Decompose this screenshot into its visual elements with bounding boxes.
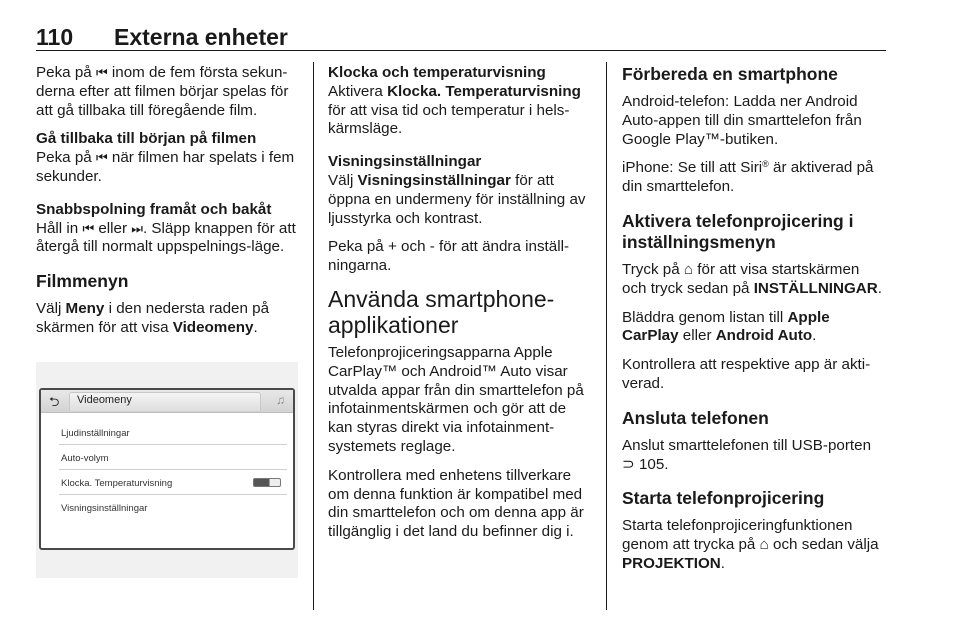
music-icon[interactable]: ♫ (276, 393, 285, 407)
paragraph: Tryck på ⌂ för att visa startskärmen och tryck sedan på INSTÄLLNINGAR. (622, 260, 882, 297)
paragraph: Aktivera Klocka. Temperaturvisning för att visa tid och temperatur i hels-kärmsläge. (328, 82, 581, 138)
toggle-switch[interactable] (253, 478, 281, 487)
paragraph: Starta telefonprojiceringfunktionen genom att trycka på ⌂ och sedan välja PROJEKTION. (622, 517, 879, 572)
back-arrow-icon[interactable]: ⮌ (49, 394, 60, 409)
page-number: 110 (36, 24, 74, 50)
videomeny-screenshot (36, 362, 298, 578)
heading-display: Visningsinställningar (328, 153, 482, 171)
paragraph: iPhone: Se till att Siri® är aktiverad på din smarttelefon. (622, 159, 874, 196)
skip-back-icon: ⏮ (82, 220, 95, 236)
column-1 (36, 64, 298, 348)
infotainment-screen (39, 388, 295, 550)
paragraph: Håll in ⏮ eller ⏭. Släpp knappen för att återgå till normalt uppspelnings-läge. (36, 219, 296, 256)
heading-restart: Gå tillbaka till början på filmen (36, 130, 257, 148)
paragraph: Välj Meny i den nedersta raden på skärmen för att visa Videomeny. (36, 300, 270, 336)
paragraph: Kontrollera med enhetens tillverkare om denna funktion är kompatibel med din smarttelefon och om denna app är tillgänglig i det land du befinner dig i. (328, 466, 584, 541)
column-2 (328, 64, 590, 552)
paragraph: Telefonprojiceringsapparna Apple CarPlay™ och Android™ Auto visar utvalda appar från din smarttelefon på infotainmentskärmen och gör att de kan styras direkt via infotainment-systemets reglage. (328, 343, 584, 455)
column-3 (622, 64, 886, 584)
paragraph: Välj Visningsinställningar för att öppna en undermeny för inställning av ljusstyrka och kontrast. (328, 171, 586, 227)
heading-fast-forward: Snabbspolning framåt och bakåt (36, 200, 272, 218)
paragraph: Peka på + och - för att ändra inställ-ningarna. (328, 238, 570, 275)
heading-film-menu: Filmmenyn (36, 271, 129, 292)
menu-item-audio[interactable]: Ljudinställningar (59, 420, 287, 445)
skip-forward-icon: ⏭ (131, 220, 143, 236)
heading-connect: Ansluta telefonen (622, 407, 769, 428)
skip-back-icon: ⏮ (95, 65, 108, 80)
paragraph: Anslut smarttelefonen till USB-porten ⊃ 105. (622, 436, 872, 473)
page-title: Externa enheter (114, 24, 288, 50)
paragraph: Kontrollera att respektive app är akti-verad. (622, 356, 871, 392)
heading-start: Starta telefonprojicering (622, 488, 825, 509)
menu-item-auto-volume[interactable]: Auto-volym (59, 445, 287, 470)
skip-back-icon: ⏮ (95, 150, 108, 166)
paragraph: Peka på ⏮ inom de fem första sekun-derna efter att filmen börjar spelas för att gå tillbaka till föregående film. (36, 64, 289, 119)
page-ref-icon: ⊃ (622, 455, 635, 473)
home-icon: ⌂ (759, 536, 769, 554)
column-divider (606, 62, 607, 610)
paragraph: Peka på ⏮ när filmen har spelats i fem sekunder. (36, 149, 295, 185)
screen-title-bar (41, 390, 293, 413)
screen-title: Videomeny (77, 394, 132, 406)
paragraph: Android-telefon: Ladda ner Android Auto-appen till din smarttelefon från Google Play™-butiken. (622, 93, 862, 148)
heading-activate: Aktivera telefonprojicering i inställningsmenyn (622, 210, 854, 252)
heading-clock: Klocka och temperaturvisning (328, 64, 546, 81)
heading-smartphone: Använda smartphone-applikationer (328, 285, 555, 338)
column-divider (313, 62, 314, 610)
home-icon: ⌂ (683, 260, 694, 278)
menu-item-clock-temp[interactable]: Klocka. Temperaturvisning (59, 470, 287, 495)
paragraph: Bläddra genom listan till Apple CarPlay eller Android Auto. (622, 308, 830, 345)
heading-prepare: Förbereda en smartphone (622, 64, 838, 84)
menu-item-display[interactable]: Visningsinställningar (61, 503, 148, 514)
page-header (36, 22, 886, 51)
